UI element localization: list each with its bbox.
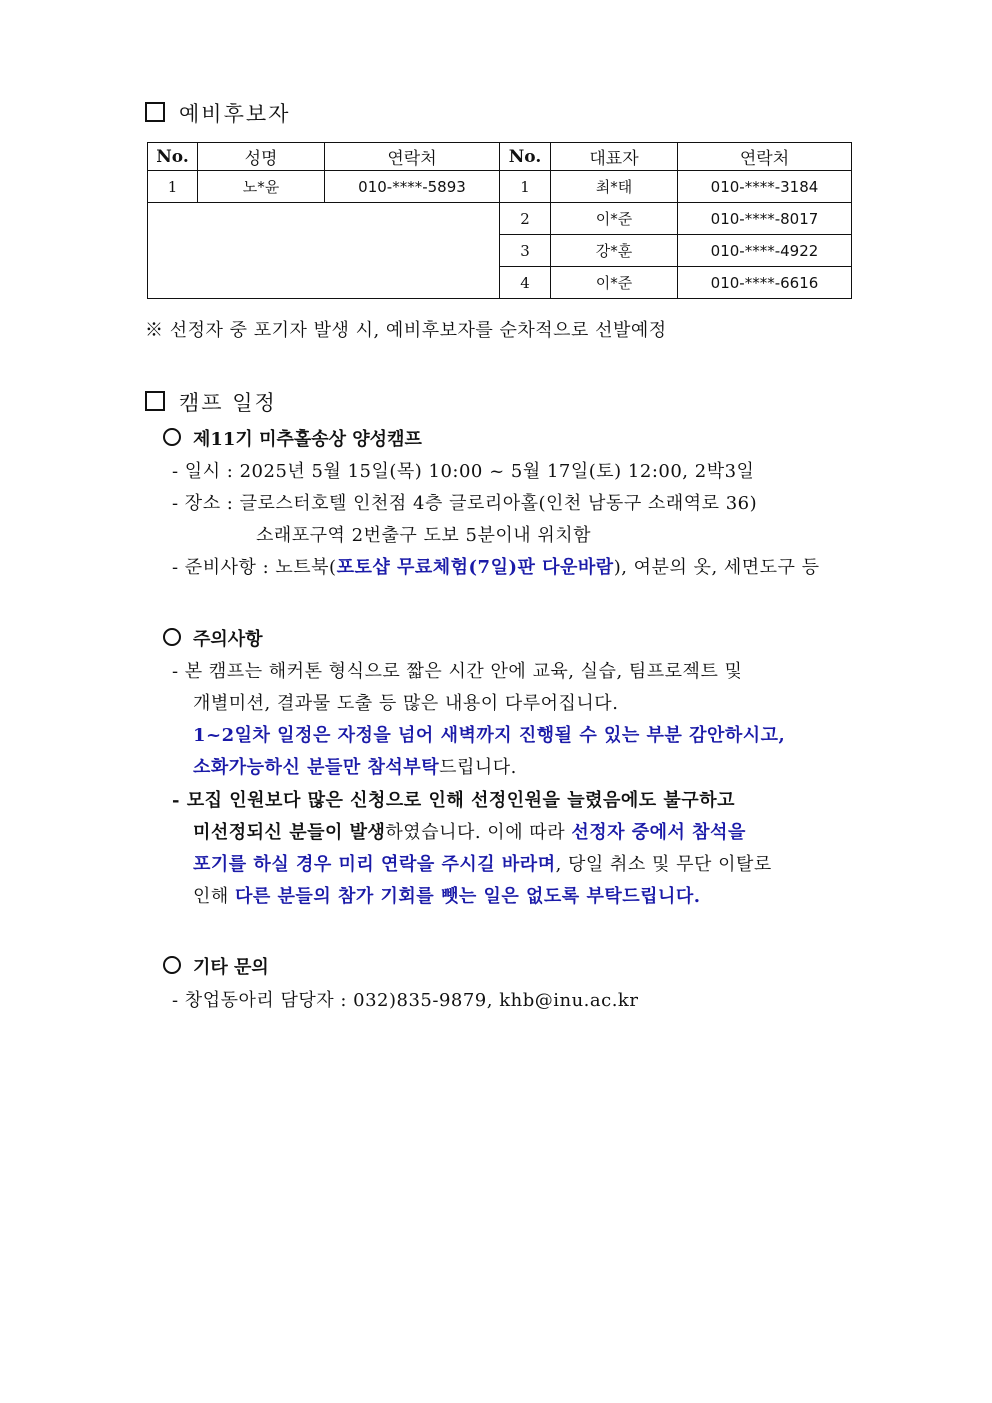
- caution-p2-line2-mid: 하였습니다. 이에 따라: [385, 822, 572, 843]
- caution-p2-line4: [193, 882, 701, 908]
- cell-contact: 010-****-3184: [678, 171, 852, 203]
- prep-prefix: - 준비사항 : 노트북(: [172, 557, 337, 578]
- header-no-2: No.: [500, 143, 551, 171]
- cell-no: 1: [148, 171, 198, 203]
- table-row: [148, 171, 852, 203]
- cell-contact: 010-****-8017: [678, 203, 852, 235]
- caution-p2-line3: [193, 850, 772, 876]
- caution-p1-line1: - 본 캠프는 해커톤 형식으로 짧은 시간 안에 교육, 실습, 팀프로젝트 및: [172, 661, 743, 682]
- section-title-schedule: 캠프 일정: [145, 387, 277, 417]
- cell-name: 강*훈: [551, 235, 678, 267]
- empty-merged-cell: [148, 203, 500, 299]
- caution-p2-line2-highlight: 선정자 중에서 참석을: [571, 822, 746, 843]
- caution-p2-line1: - 모집 인원보다 많은 신청으로 인해 선정인원을 늘렸음에도 불구하고: [172, 790, 735, 811]
- section-title-reserve: 예비후보자: [145, 98, 290, 128]
- camp-date: - 일시 : 2025년 5월 15일(목) 10:00 ~ 5월 17일(토) 12:00, 2박3일: [172, 461, 755, 482]
- camp-title: 제11기 미추홀송상 양성캠프: [163, 425, 422, 451]
- cell-name: 이*준: [551, 267, 678, 299]
- caution-p1-line4-rest: 드립니다.: [439, 757, 517, 778]
- checkbox-square-icon: [145, 102, 165, 122]
- caution-p2-line2: [193, 818, 746, 844]
- caution-p2-line4-highlight: 다른 분들의 참가 기회를 뺏는 일은 없도록 부탁드립니다.: [235, 886, 701, 907]
- cell-contact: 010-****-6616: [678, 267, 852, 299]
- caution-p1-line2: 개별미션, 결과물 도출 등 많은 내용이 다루어집니다.: [193, 693, 619, 714]
- prep-suffix: ), 여분의 옷, 세면도구 등: [613, 557, 820, 578]
- cell-no: 4: [500, 267, 551, 299]
- caution-p1-line4: [193, 753, 517, 779]
- contact-line: - 창업동아리 담당자 : 032)835-9879, khb@inu.ac.kr: [172, 990, 639, 1011]
- caution-p1-line3: 1~2일차 일정은 자정을 넘어 새벽까지 진행될 수 있는 부분 감안하시고,: [193, 725, 786, 746]
- camp-place-detail: 소래포구역 2번출구 도보 5분이내 위치함: [256, 525, 591, 546]
- checkbox-square-icon: [145, 391, 165, 411]
- cell-contact: 010-****-5893: [325, 171, 500, 203]
- caution-p2-line3-rest: , 당일 취소 및 무단 이탈로: [555, 854, 772, 875]
- cell-contact: 010-****-4922: [678, 235, 852, 267]
- table-row: [148, 203, 852, 235]
- caution-p2-line2-bold: 미선정되신 분들이 발생: [193, 822, 386, 843]
- header-representative: 대표자: [551, 143, 678, 171]
- prep-highlight: 포토샵 무료체험(7일)판 다운바람: [336, 557, 614, 578]
- camp-preparation: [172, 553, 820, 579]
- header-no: No.: [148, 143, 198, 171]
- reserve-note: ※ 선정자 중 포기자 발생 시, 예비후보자를 순차적으로 선발예정: [145, 320, 667, 341]
- caution-p2-line4-pre: 인해: [193, 886, 235, 907]
- table-header-row: [148, 143, 852, 171]
- circle-bullet-icon: [163, 428, 181, 446]
- caution-title: 주의사항: [163, 625, 263, 651]
- contact-title: 기타 문의: [163, 953, 269, 979]
- reserve-table: [147, 142, 852, 299]
- header-contact: 연락처: [325, 143, 500, 171]
- header-contact-2: 연락처: [678, 143, 852, 171]
- cell-name: 최*태: [551, 171, 678, 203]
- circle-bullet-icon: [163, 956, 181, 974]
- cell-no: 2: [500, 203, 551, 235]
- cell-no: 3: [500, 235, 551, 267]
- camp-place: - 장소 : 글로스터호텔 인천점 4층 글로리아홀(인천 남동구 소래역로 36): [172, 493, 758, 514]
- caution-p2-line3-highlight: 포기를 하실 경우 미리 연락을 주시길 바라며: [193, 854, 556, 875]
- cell-name: 이*준: [551, 203, 678, 235]
- cell-name: 노*윤: [198, 171, 325, 203]
- cell-no: 1: [500, 171, 551, 203]
- circle-bullet-icon: [163, 628, 181, 646]
- header-name: 성명: [198, 143, 325, 171]
- caution-p1-line4-highlight: 소화가능하신 분들만 참석부탁: [193, 757, 440, 778]
